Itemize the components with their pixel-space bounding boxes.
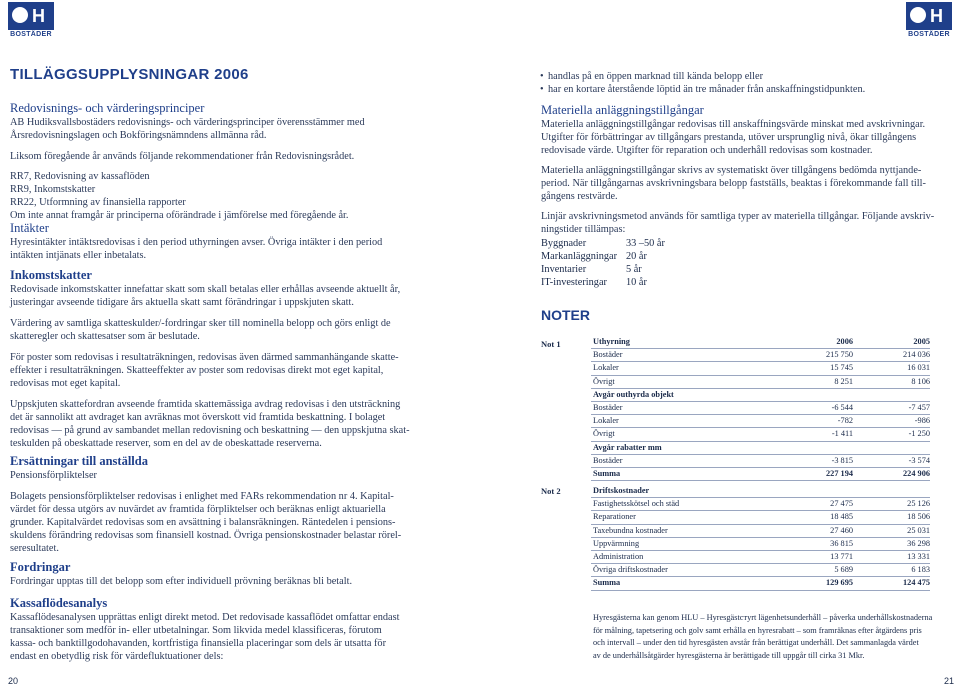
table-row bbox=[591, 415, 930, 428]
bullet-list bbox=[548, 70, 958, 96]
table-cell: 15 745 bbox=[751, 362, 853, 375]
table-row bbox=[591, 577, 930, 590]
table-cell: 18 485 bbox=[751, 511, 853, 524]
table-cell: 215 750 bbox=[751, 349, 853, 362]
section-employee-benefits: Ersättningar till anställda Pensionsförpliktelser Bolagets pensionsförpliktelser redovisas i enlighet med FARs rekommendation nr 4. Kapital- värdet för dessa utgörs av nuvärdet av framtida förpliktelser och beräknas enligt aktuariella grunder. Kapitalvärdet redovisas som en avsättning i balansräkningen. Räntedelen i pensions- skuldens förändring redovisas som finansiell kostnad. Övriga pensionskostnader belastar rörel- seresultatet. bbox=[10, 454, 402, 554]
table-cell: Bostäder bbox=[591, 402, 751, 415]
table-cell: 36 815 bbox=[751, 537, 853, 550]
table-row bbox=[591, 402, 930, 415]
table-cell bbox=[853, 388, 930, 401]
table-cell: Övrigt bbox=[591, 428, 751, 441]
table-cell bbox=[751, 388, 853, 401]
table-row bbox=[591, 524, 930, 537]
table-cell: Summa bbox=[591, 577, 751, 590]
table-cell: 36 298 bbox=[853, 537, 930, 550]
company-logo-right: H BOSTÄDER bbox=[906, 2, 952, 38]
company-logo-left: H BOSTÄDER bbox=[8, 2, 54, 38]
table-row bbox=[591, 537, 930, 550]
note-2-label: Not 2 bbox=[541, 486, 561, 496]
table-row bbox=[591, 349, 930, 362]
table-cell bbox=[751, 441, 853, 454]
table-row bbox=[591, 468, 930, 481]
table-cell: -986 bbox=[853, 415, 930, 428]
table-cell: Fastighetsskötsel och städ bbox=[591, 498, 751, 511]
section-revenue: Intäkter Hyresintäkter intäktsredovisas i den period uthyrningen avser. Övriga intäkter i den period intäkten intjänats eller inbetalats. bbox=[10, 221, 383, 261]
table-cell: -3 574 bbox=[853, 454, 930, 467]
page-number-right: 21 bbox=[944, 676, 955, 686]
table-cell: Reparationer bbox=[591, 511, 751, 524]
section-cashflow: Kassaflödesanalys Kassaflödesanalysen upprättas enligt direkt metod. Det redovisade kassaflödet omfattar endast transaktioner som medför in- eller utbetalningar. Som likvida medel klassificeras, förutom kassa- och banktillgodohavanden, kortfristiga finansiella placeringar som dels är utsatta för endast en obetydlig risk för värdefluktuationer dels: bbox=[10, 596, 400, 662]
note-1-label: Not 1 bbox=[541, 339, 561, 349]
table-cell: Lokaler bbox=[591, 415, 751, 428]
notes-title: NOTER bbox=[541, 307, 590, 323]
table-row bbox=[591, 511, 930, 524]
table-row bbox=[591, 375, 930, 388]
table-cell: Avgår outhyrda objekt bbox=[591, 388, 751, 401]
table-cell: 224 906 bbox=[853, 468, 930, 481]
table-cell: 6 183 bbox=[853, 564, 930, 577]
table-cell: Övrigt bbox=[591, 375, 751, 388]
table-cell: 129 695 bbox=[751, 577, 853, 590]
list-item: IT-investeringar 10 år bbox=[541, 277, 647, 288]
table-cell: Bostäder bbox=[591, 349, 751, 362]
table-cell: Summa bbox=[591, 468, 751, 481]
table-cell bbox=[853, 441, 930, 454]
table-cell: Administration bbox=[591, 551, 751, 564]
section-principles: Redovisnings- och värderingsprinciper AB Hudiksvallsbostäders redovisnings- och värderingsprinciper överensstämmer med Årsredovisningslagen och Bokföringsnämndens allmänna råd. Liksom föregående år används följande rekommendationer från Redovisningsrådet. RR7, Redovisning av kassaflöden RR9, Inkomstskatter RR22, Utformning av finansiella rapporter Om inte annat framgår är principerna oförändrade i jämförelse med föregående år. bbox=[10, 101, 415, 222]
list-item: Byggnader 33 –50 år bbox=[541, 238, 665, 249]
table-cell: 5 689 bbox=[751, 564, 853, 577]
note-1-table bbox=[591, 336, 930, 481]
depreciation-list bbox=[541, 237, 951, 289]
table-cell: 27 475 bbox=[751, 498, 853, 511]
table-cell: -6 544 bbox=[751, 402, 853, 415]
table-cell: 13 331 bbox=[853, 551, 930, 564]
list-item: Inventarier 5 år bbox=[541, 264, 642, 275]
table-row bbox=[591, 441, 930, 454]
footnote: Hyresgästerna kan genom HLU – Hyresgästстyrt lägenhetsunderhåll – påverka underhållskostnaderna för målning, tapetsering och golv samt erhålla en hyresrabatt – som framräknas efter åtgärdens pris och intervall – under den tid hyresgästen avstår från berättigat underhåll. Det sammanlagda värdet av de underhållsåtgärder hyresgästerna är berättigade till uppgår till cirka 31 Mkr. bbox=[593, 613, 933, 660]
table-cell: 18 506 bbox=[853, 511, 930, 524]
table-cell: Uppvärmning bbox=[591, 537, 751, 550]
table-cell: 227 194 bbox=[751, 468, 853, 481]
table-cell: 25 126 bbox=[853, 498, 930, 511]
table-cell: 8 106 bbox=[853, 375, 930, 388]
table-cell: Taxebundna kostnader bbox=[591, 524, 751, 537]
table-cell: 124 475 bbox=[853, 577, 930, 590]
table-row bbox=[591, 454, 930, 467]
table-cell: 214 036 bbox=[853, 349, 930, 362]
table-cell: Övriga driftskostnader bbox=[591, 564, 751, 577]
table-cell: 13 771 bbox=[751, 551, 853, 564]
table-cell: -3 815 bbox=[751, 454, 853, 467]
table-cell: -1 411 bbox=[751, 428, 853, 441]
table-cell: -782 bbox=[751, 415, 853, 428]
table-row bbox=[591, 428, 930, 441]
section-fixed-assets: Materiella anläggningstillgångar Materiella anläggningstillgångar redovisas till anskaffningsvärde minskat med avskrivningar. Utgifter för förbättringar av tillgångars prestanda, utöver ursprunglig nivå, ökar tillgångens redovisade värde. Utgifter för reparation och underhåll redovisas som kostnader. Materiella anläggningstillgångar skrivs av systematiskt över tillgångens bedömda nyttjande- period. När tillgångarnas avskrivningsbara belopp fastställs, beaktas i förekommande fall till- gångens restvärde. Linjär avskrivningsmetod används för samtliga typer av materiella tillgångar. Följande avskriv- ningstider tillämpas: Byggnader 33 –50 år Markanläggningar 20 år Inventarier 5 år IT-investeringar 10 år bbox=[541, 103, 951, 289]
table-cell: -7 457 bbox=[853, 402, 930, 415]
table-row bbox=[591, 564, 930, 577]
section-heading: Redovisnings- och värderingsprinciper bbox=[10, 101, 205, 115]
table-row bbox=[591, 362, 930, 375]
table-cell: Bostäder bbox=[591, 454, 751, 467]
table-cell: 16 031 bbox=[853, 362, 930, 375]
table-row bbox=[591, 498, 930, 511]
table-row bbox=[591, 388, 930, 401]
table-row: Driftskostnader bbox=[591, 485, 930, 498]
page-number-left: 20 bbox=[8, 676, 19, 686]
list-item: • handlas på en öppen marknad till kända belopp eller bbox=[548, 70, 958, 83]
table-cell: 25 031 bbox=[853, 524, 930, 537]
table-cell: 27 460 bbox=[751, 524, 853, 537]
list-item: Markanläggningar 20 år bbox=[541, 251, 647, 262]
list-item: • har en kortare återstående löptid än tre månader från anskaffningstidpunkten. bbox=[548, 83, 958, 96]
section-income-tax: Inkomstskatter Redovisade inkomstskatter innefattar skatt som skall betalas eller erhållas avseende aktuellt år, justeringar avseende tidigare års aktuella skatt samt förändringar i uppskjuten skatt. Värdering av samtliga skatteskulder/-fordringar sker till nominella belopp och görs enligt de skatteregler och skattesatser som är beslutade. För poster som redovisas i resultaträkningen, redovisas även därmed sammanhängande skatte- effekter i resultaträkningen. Skatteeffekter av poster som redovisas direkt mot eget kapital, redovisas mot eget kapital. Uppskjuten skattefordran avseende framtida skattemässiga avdrag redovisas i den utsträckning det är sannolikt att avdraget kan avräknas mot överskott vid framtida beskattning. I bolaget redovisas — på grund av sambandet mellan redovisning och beskattning — den uppskjutna skat- teskulden på obeskattade reserver, som en del av de obeskattade reserverna. bbox=[10, 268, 410, 449]
note-2-table bbox=[591, 485, 930, 591]
table-cell: Avgår rabatter mm bbox=[591, 441, 751, 454]
table-cell: -1 250 bbox=[853, 428, 930, 441]
table-cell: 8 251 bbox=[751, 375, 853, 388]
page-title: TILLÄGGSUPPLYSNINGAR 2006 bbox=[10, 66, 249, 83]
table-row: Uthyrning 2006 2005 bbox=[591, 336, 930, 349]
table-row bbox=[591, 551, 930, 564]
table-cell: Lokaler bbox=[591, 362, 751, 375]
section-receivables: Fordringar Fordringar upptas till det belopp som efter individuell prövning beräknas bli betalt. bbox=[10, 560, 353, 587]
